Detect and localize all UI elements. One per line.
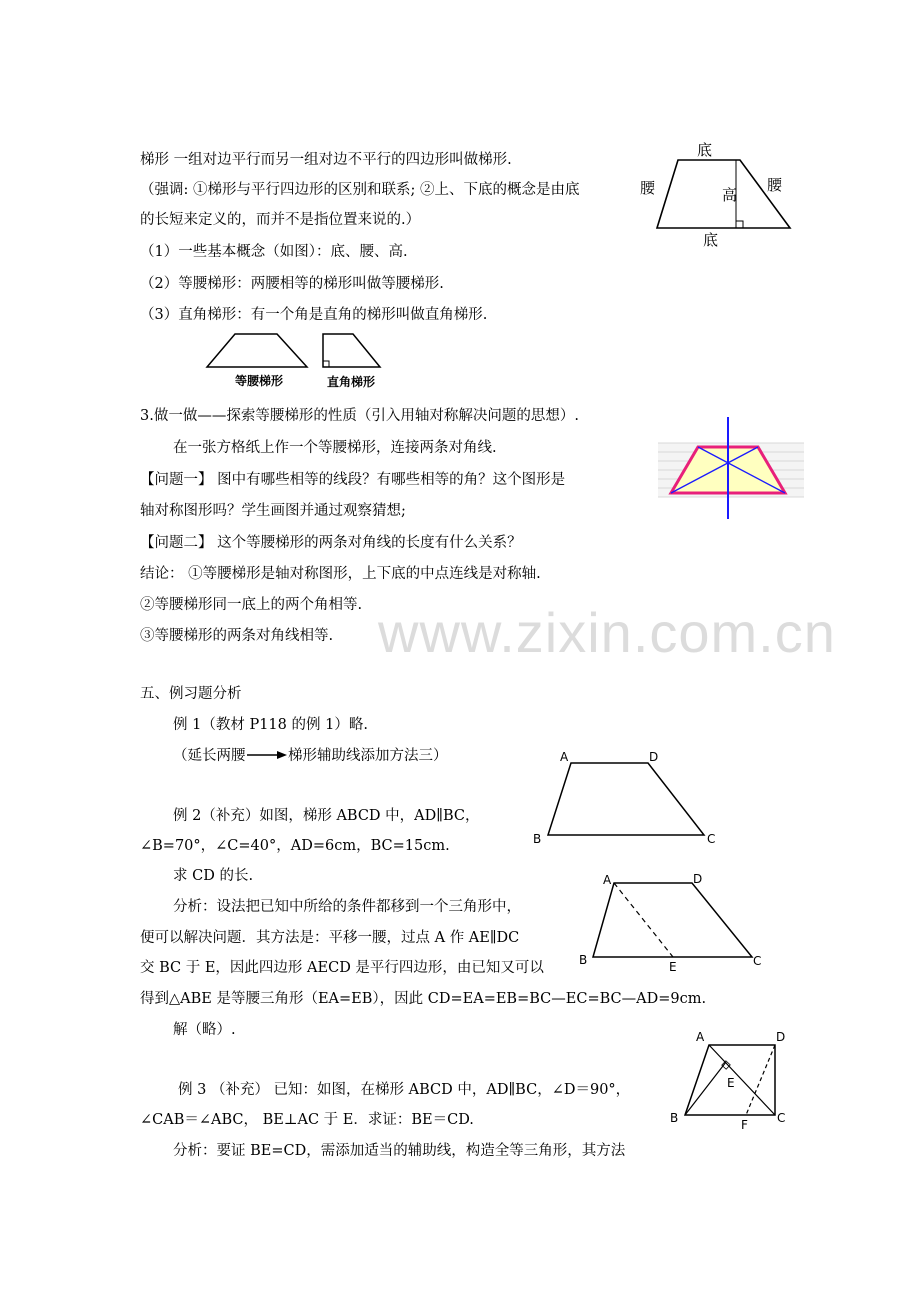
- label-left-leg: 腰: [640, 179, 656, 197]
- example-2-line-2: ∠B=70°，∠C=40°，AD=6cm，BC=15cm.: [140, 838, 450, 854]
- definition-line-3: 的长短来定义的，而并不是指位置来说的.）: [140, 212, 421, 228]
- label-isosceles-trapezoid: 等腰梯形: [235, 374, 284, 388]
- example-2-line-3: 求 CD 的长.: [173, 868, 254, 884]
- trapezoid-types-figure: [205, 330, 405, 392]
- label-right-leg: 腰: [767, 176, 783, 194]
- analysis-line-1: 分析：设法把已知中所给的条件都移到一个三角形中，: [173, 899, 521, 915]
- vertex-a: A: [560, 750, 569, 764]
- vertex-b: B: [533, 832, 542, 846]
- conclusion-3: ③等腰梯形的两条对角线相等.: [140, 628, 334, 644]
- example-1: 例 1（教材 P118 的例 1）略.: [173, 717, 368, 733]
- question-1-line-1: 【问题一】 图中有哪些相等的线段？有哪些相等的角？这个图形是: [140, 472, 566, 488]
- section-3-instruction: 在一张方格纸上作一个等腰梯形，连接两条对角线.: [173, 440, 497, 456]
- vertex-f: F: [741, 1118, 748, 1132]
- example-1-note-suffix: 梯形辅助线添加方法三）: [288, 748, 448, 764]
- example-3-line-1: 例 3 （补充） 已知：如图，在梯形 ABCD 中，AD∥BC，∠D＝90°，: [178, 1082, 631, 1098]
- conclusion-1: 结论： ①等腰梯形是轴对称图形，上下底的中点连线是对称轴.: [140, 566, 541, 582]
- analysis-line-2: 便可以解决问题．其方法是：平移一腰，过点 A 作 AE∥DC: [140, 930, 520, 946]
- analysis-line-4: 得到△ABE 是等腰三角形（EA=EB），因此 CD=EA=EB=BC—EC=BC—AD=9cm.: [140, 991, 707, 1007]
- vertex-a: A: [696, 1030, 705, 1044]
- arrow-icon: [247, 748, 289, 762]
- solution-omitted: 解（略）.: [173, 1022, 236, 1038]
- example-2-trapezoid-figure: [528, 748, 728, 848]
- vertex-c: C: [777, 1111, 786, 1125]
- vertex-e: E: [727, 1076, 735, 1090]
- analysis-line-3: 交 BC 于 E，因此四边形 AECD 是平行四边形，由已知又可以: [140, 960, 544, 976]
- section-3-heading: 3.做一做——探索等腰梯形的性质（引入用轴对称解决问题的思想）.: [140, 408, 579, 424]
- label-right-trapezoid: 直角梯形: [327, 375, 376, 389]
- vertex-d: D: [693, 872, 703, 886]
- vertex-b: B: [579, 953, 588, 967]
- example-3-analysis: 分析：要证 BE=CD，需添加适当的辅助线，构造全等三角形，其方法: [173, 1143, 626, 1159]
- grid-trapezoid-figure: [658, 415, 804, 521]
- example-2-line-1: 例 2（补充）如图，梯形 ABCD 中，AD∥BC，: [173, 808, 480, 824]
- example-3-trapezoid-figure: [665, 1025, 795, 1135]
- example-3-line-2: ∠CAB＝∠ABC， BE⊥AC 于 E．求证：BE＝CD.: [140, 1112, 474, 1128]
- trapezoid-terms-figure: [640, 135, 800, 255]
- example-1-note-prefix: （延长两腰: [173, 748, 246, 764]
- question-1-line-2: 轴对称图形吗？学生画图并通过观察猜想;: [140, 503, 406, 519]
- vertex-d: D: [776, 1030, 786, 1044]
- section-5-heading: 五、例习题分析: [140, 686, 242, 702]
- concept-line-2: （2）等腰梯形：两腰相等的梯形叫做等腰梯形.: [140, 276, 444, 292]
- question-2: 【问题二】 这个等腰梯形的两条对角线的长度有什么关系？: [140, 535, 522, 551]
- vertex-b: B: [670, 1111, 679, 1125]
- watermark: www.zixin.com.cn: [378, 601, 836, 664]
- vertex-c: C: [707, 832, 716, 846]
- vertex-e: E: [669, 960, 677, 974]
- vertex-c: C: [753, 954, 762, 968]
- concept-line-1: （1）一些基本概念（如图）：底、腰、高.: [140, 244, 408, 260]
- vertex-a: A: [603, 873, 612, 887]
- label-bottom-base: 底: [703, 231, 719, 249]
- definition-line-1: 梯形 一组对边平行而另一组对边不平行的四边形叫做梯形.: [140, 152, 512, 168]
- concept-line-3: （3）直角梯形：有一个角是直角的梯形叫做直角梯形.: [140, 307, 488, 323]
- vertex-d: D: [649, 750, 659, 764]
- example-2-analysis-figure: [575, 868, 775, 978]
- label-top-base: 底: [697, 141, 713, 159]
- conclusion-2: ②等腰梯形同一底上的两个角相等.: [140, 597, 363, 613]
- definition-line-2: （强调: ①梯形与平行四边形的区别和联系; ②上、下底的概念是由底: [140, 182, 580, 198]
- label-height: 高: [722, 186, 738, 204]
